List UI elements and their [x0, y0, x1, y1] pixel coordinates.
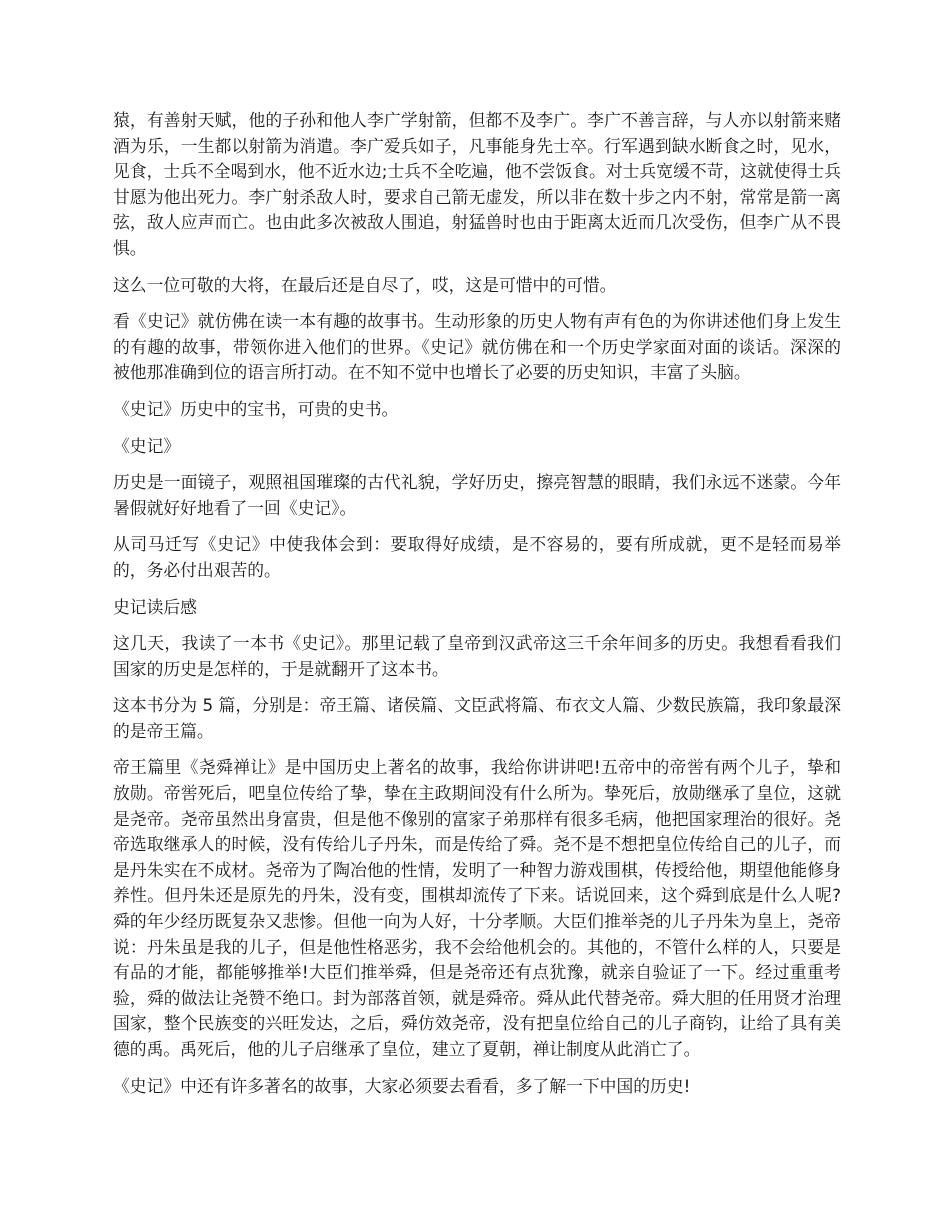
- paragraph-li-guang: 猿，有善射天赋，他的子孙和他人李广学射箭，但都不及李广。李广不善言辞，与人亦以射箭来赌酒为乐，一生都以射箭为消遣。李广爱兵如子，凡事能身先士卒。行军遇到缺水断食之时，见水，见食，士兵不全喝到水，他不近水边;士兵不全吃遍，他不尝饭食。对士兵宽缓不苛，这就使得士兵甘愿为他出死力。李广射杀敌人时，要求自己箭无虚发，所以非在数十步之内不射，常常是箭一离弦，敌人应声而亡。也由此多次被敌人围追，射猛兽时也由于距离太近而几次受伤，但李广从不畏惧。: [113, 110, 841, 258]
- paragraph-sima-qian: 从司马迁写《史记》中使我体会到：要取得好成绩，是不容易的，要有所成就，更不是轻而易举的，务必付出艰苦的。: [113, 534, 841, 580]
- paragraph-treasure-book: 《史记》历史中的宝书，可贵的史书。: [113, 398, 399, 419]
- paragraph-story-book: 看《史记》就仿佛在读一本有趣的故事书。生动形象的历史人物有声有色的为你讲述他们身上发生的有趣的故事，带领你进入他们的世界。《史记》就仿佛在和一个历史学家面对面的谈话。深深的被他那准确到位的语言所打动。在不知不觉中也增长了必要的历史知识，丰富了头脑。: [113, 311, 841, 383]
- document-body: [113, 108, 841, 1110]
- paragraph-closing: 《史记》中还有许多著名的故事，大家必须要去看看，多了解一下中国的历史!: [113, 1075, 691, 1096]
- paragraph-regret: 这么一位可敬的大将，在最后还是自尽了，哎，这是可惜中的可惜。: [113, 274, 617, 295]
- section-heading-review: 史记读后感: [113, 596, 197, 617]
- paragraph-reading: 这几天，我读了一本书《史记》。那里记载了皇帝到汉武帝这三千余年间多的历史。我想看看我们国家的历史是怎样的，于是就翻开了这本书。: [113, 633, 841, 679]
- section-heading-shiji: 《史记》: [113, 435, 181, 456]
- paragraph-mirror: 历史是一面镜子，观照祖国璀璨的古代礼貌，学好历史，擦亮智慧的眼睛，我们永远不迷蒙。今年暑假就好好地看了一回《史记》。: [113, 472, 841, 518]
- paragraph-five-chapters: 这本书分为 5 篇，分别是：帝王篇、诸侯篇、文臣武将篇、布衣文人篇、少数民族篇，我印象最深的是帝王篇。: [113, 695, 841, 741]
- paragraph-yao-shun: 帝王篇里《尧舜禅让》是中国历史上著名的故事，我给你讲讲吧!五帝中的帝喾有两个儿子，挚和放勋。帝喾死后，吧皇位传给了挚，挚在主政期间没有什么所为。挚死后，放勋继承了皇位，这就是尧帝。尧帝虽然出身富贵，但是他不像别的富家子弟那样有很多毛病，他把国家理治的很好。尧帝选取继承人的时候，没有传给儿子丹朱，而是传给了舜。尧不是不想把皇位传给自己的儿子，而是丹朱实在不成材。尧帝为了陶冶他的性情，发明了一种智力游戏围棋，传授给他，期望他能修身养性。但丹朱还是原先的丹朱，没有变，围棋却流传了下来。话说回来，这个舜到底是什么人呢?舜的年少经历既复杂又悲惨。但他一向为人好，十分孝顺。大臣们推举尧的儿子丹朱为皇上，尧帝说：丹朱虽是我的儿子，但是他性格恶劣，我不会给他机会的。其他的，不管什么样的人，只要是有品的才能，都能够推举!大臣们推举舜，但是尧帝还有点犹豫，就亲自验证了一下。经过重重考验，舜的做法让尧赞不绝口。封为部落首领，就是舜帝。舜从此代替尧帝。舜大胆的任用贤才治理国家，整个民族变的兴旺发达，之后，舜仿效尧帝，没有把皇位给自己的儿子商钧，让给了具有美德的禹。禹死后，他的儿子启继承了皇位，建立了夏朝，禅让制度从此消亡了。: [113, 757, 841, 1059]
